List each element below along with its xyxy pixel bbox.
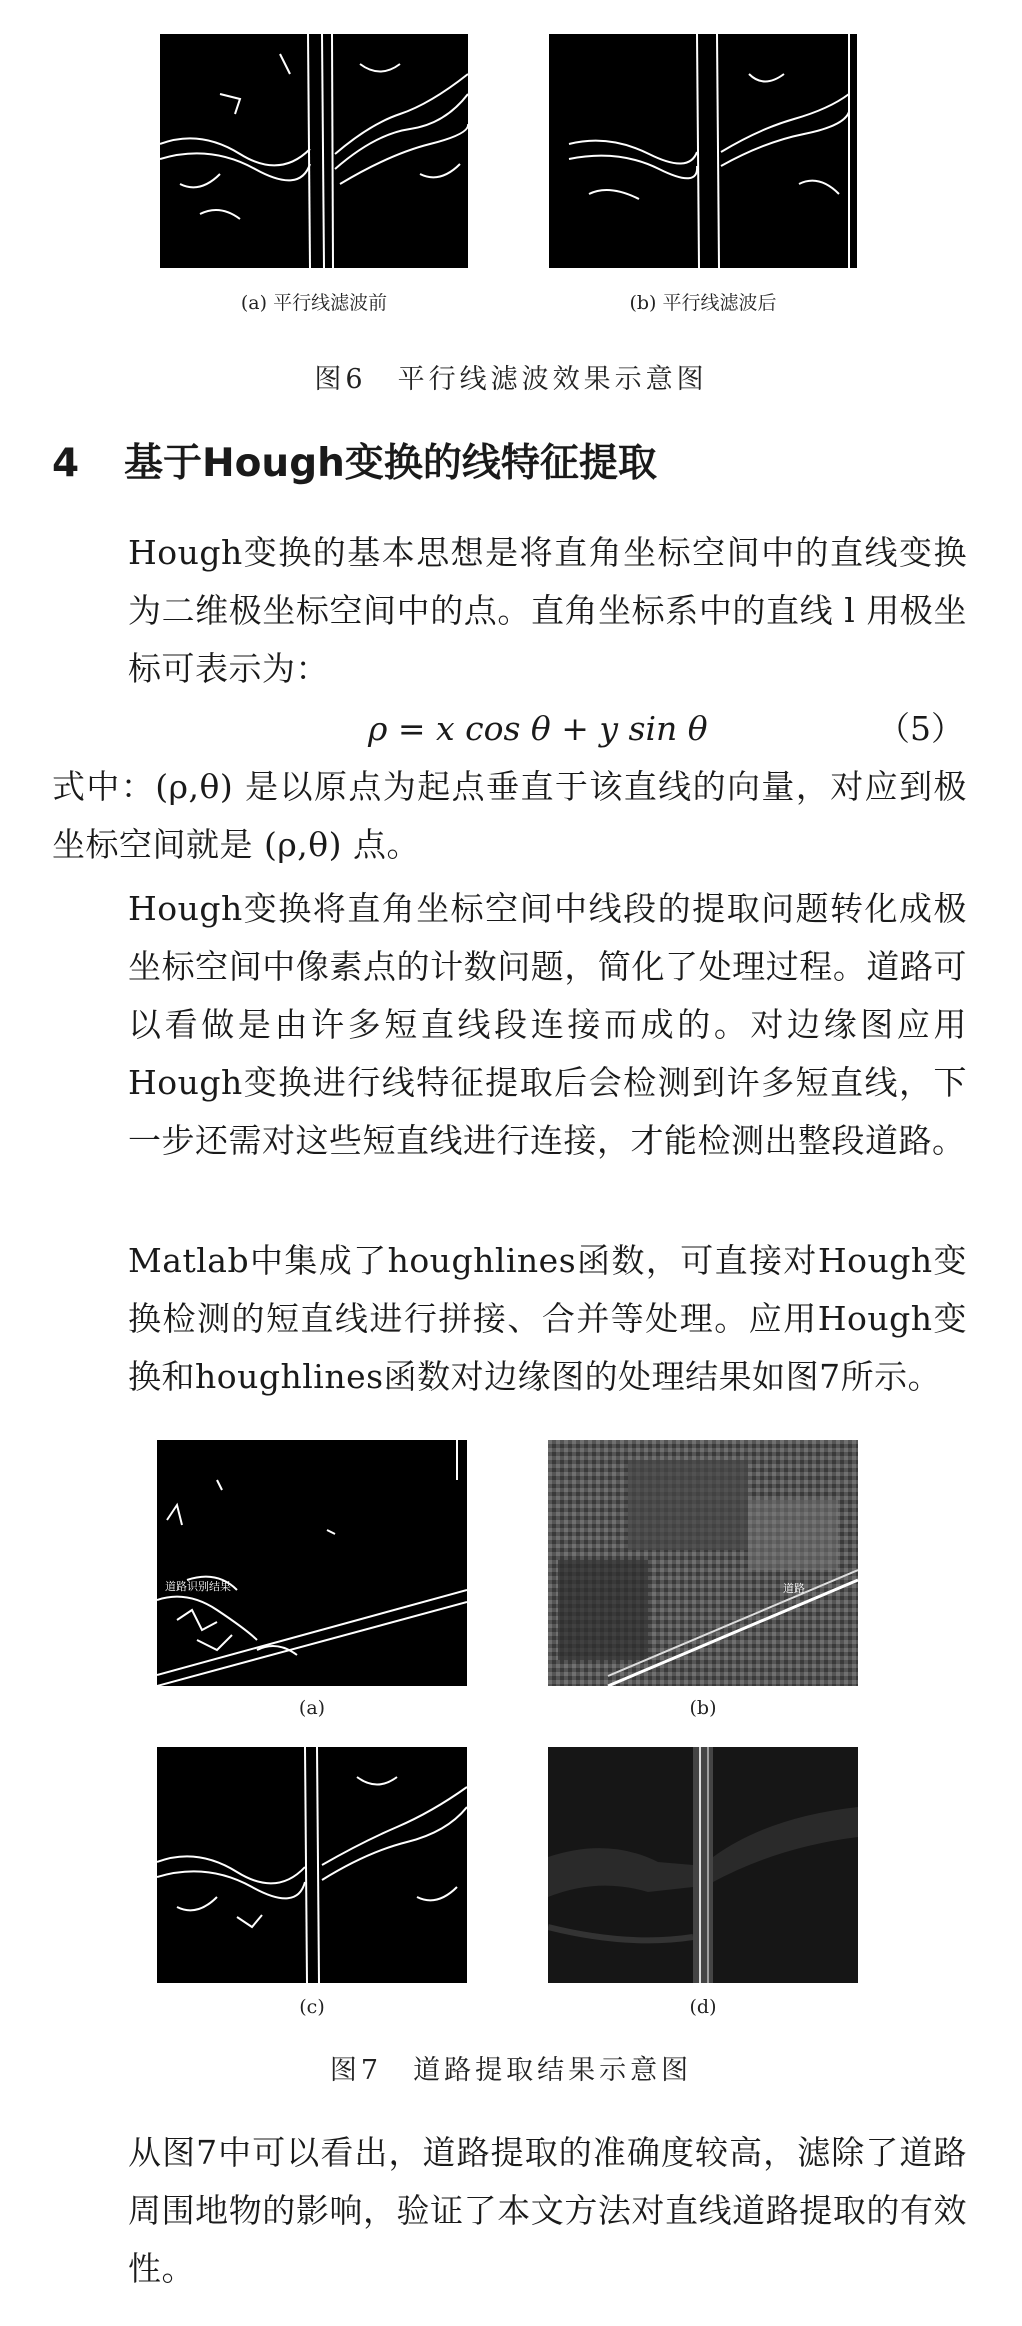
- figure7-subcaption-d: (d): [689, 1996, 717, 2018]
- figure7-subcaption-a: (a): [298, 1697, 326, 1719]
- equation-5: [0, 700, 1022, 758]
- paragraph-1-text: Hough变换的基本思想是将直角坐标空间中的直线变换为二维极坐标空间中的点。直角坐标系中的直线 l 用极坐标可表示为：: [128, 533, 967, 688]
- section-heading: [52, 432, 657, 488]
- figure7-image-a: [157, 1440, 467, 1686]
- paragraph-5: [52, 2124, 967, 2298]
- figure6-subcaption-b: (b) 平行线滤波后: [629, 292, 777, 314]
- paragraph-4: [52, 1232, 967, 1406]
- figure7-image-a-label: 道路识别结果: [165, 1580, 231, 1593]
- figure7-subcaption-b: (b): [689, 1697, 717, 1719]
- paragraph-2-text: 式中：(ρ,θ) 是以原点为起点垂直于该直线的向量，对应到极坐标空间就是 (ρ,θ) 点。: [52, 767, 967, 864]
- section-number: 4: [52, 441, 80, 486]
- figure6-image-a: [160, 34, 468, 268]
- figure7-image-d: [548, 1747, 858, 1983]
- paragraph-1: [52, 524, 967, 698]
- paragraph-3: [52, 880, 967, 1170]
- equation-number: （5）: [877, 709, 964, 748]
- paragraph-3-text: Hough变换将直角坐标空间中线段的提取问题转化成极坐标空间中像素点的计数问题，简化了处理过程。道路可以看做是由许多短直线段连接而成的。对边缘图应用Hough变换进行线特征提取后会检测到许多短直线，下一步还需对这些短直线进行连接，才能检测出整段道路。: [128, 889, 967, 1160]
- figure6-image-b: [549, 34, 857, 268]
- paragraph-4-text: Matlab中集成了houghlines函数，可直接对Hough变换检测的短直线进行拼接、合并等处理。应用Hough变换和houghlines函数对边缘图的处理结果如图7所示。: [128, 1241, 967, 1396]
- figure7-image-b-label: 道路: [783, 1582, 805, 1595]
- figure7-caption: 图7 道路提取结果示意图: [329, 2055, 693, 2086]
- section-title: 基于Hough变换的线特征提取: [124, 441, 657, 486]
- figure7-image-c: [157, 1747, 467, 1983]
- paragraph-2: [52, 758, 967, 874]
- figure6-caption: 图6 平行线滤波效果示意图: [314, 364, 708, 395]
- figure7-subcaption-c: (c): [299, 1996, 325, 2018]
- figure7-image-b: [548, 1440, 858, 1686]
- figure6-subcaption-a: (a) 平行线滤波前: [240, 292, 388, 314]
- paragraph-5-text: 从图7中可以看出，道路提取的准确度较高，滤除了道路周围地物的影响，验证了本文方法对直线道路提取的有效性。: [128, 2133, 967, 2288]
- equation-formula: ρ = x cos θ + y sin θ: [368, 709, 708, 748]
